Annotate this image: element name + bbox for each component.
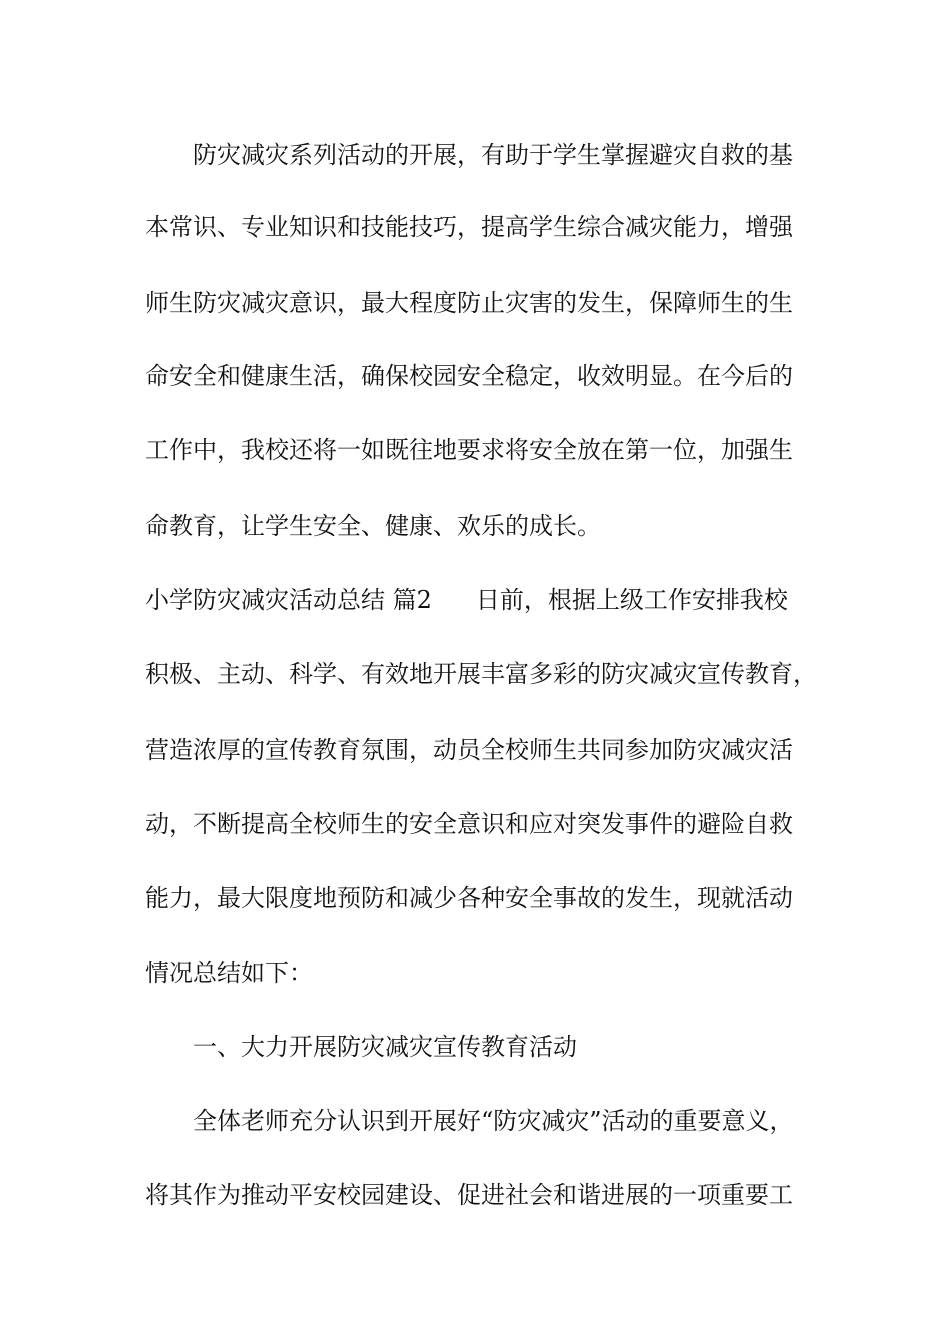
heading-one: 一、大力开展防灾减灾宣传教育活动 xyxy=(193,1033,577,1061)
paragraph-line: 师生防灾减灾意识，最大程度防止灾害的发生，保障师生的生 xyxy=(145,289,793,317)
paragraph-line: 营造浓厚的宣传教育氛围，动员全校师生共同参加防灾减灾活 xyxy=(145,736,793,764)
paragraph-line: 全体老师充分认识到开展好“防灾减灾”活动的重要意义， xyxy=(193,1107,794,1135)
paragraph-line: 本常识、专业知识和技能技巧，提高学生综合减灾能力，增强 xyxy=(145,213,793,241)
paragraph-line: 能力，最大限度地预防和减少各种安全事故的发生，现就活动 xyxy=(145,884,793,912)
paragraph-line: 命安全和健康生活，确保校园安全稳定，收效明显。在今后的 xyxy=(145,362,793,390)
section-lead-text: 日前，根据上级工作安排我校 xyxy=(475,586,788,614)
section-heading-line xyxy=(145,580,825,620)
paragraph-line: 防灾减灾系列活动的开展，有助于学生掌握避灾自救的基 xyxy=(193,141,793,169)
paragraph-line: 情况总结如下： xyxy=(145,959,313,987)
paragraph-line: 动，不断提高全校师生的安全意识和应对突发事件的避险自救 xyxy=(145,810,793,838)
paragraph-line: 命教育，让学生安全、健康、欢乐的成长。 xyxy=(145,512,601,540)
paragraph-line: 积极、主动、科学、有效地开展丰富多彩的防灾减灾宣传教育， xyxy=(145,660,817,688)
paragraph-line: 工作中，我校还将一如既往地要求将安全放在第一位，加强生 xyxy=(145,436,793,464)
section-heading: 小学防灾减灾活动总结 篇2 xyxy=(145,586,432,614)
paragraph-line: 将其作为推动平安校园建设、促进社会和谐进展的一项重要工 xyxy=(145,1181,793,1209)
